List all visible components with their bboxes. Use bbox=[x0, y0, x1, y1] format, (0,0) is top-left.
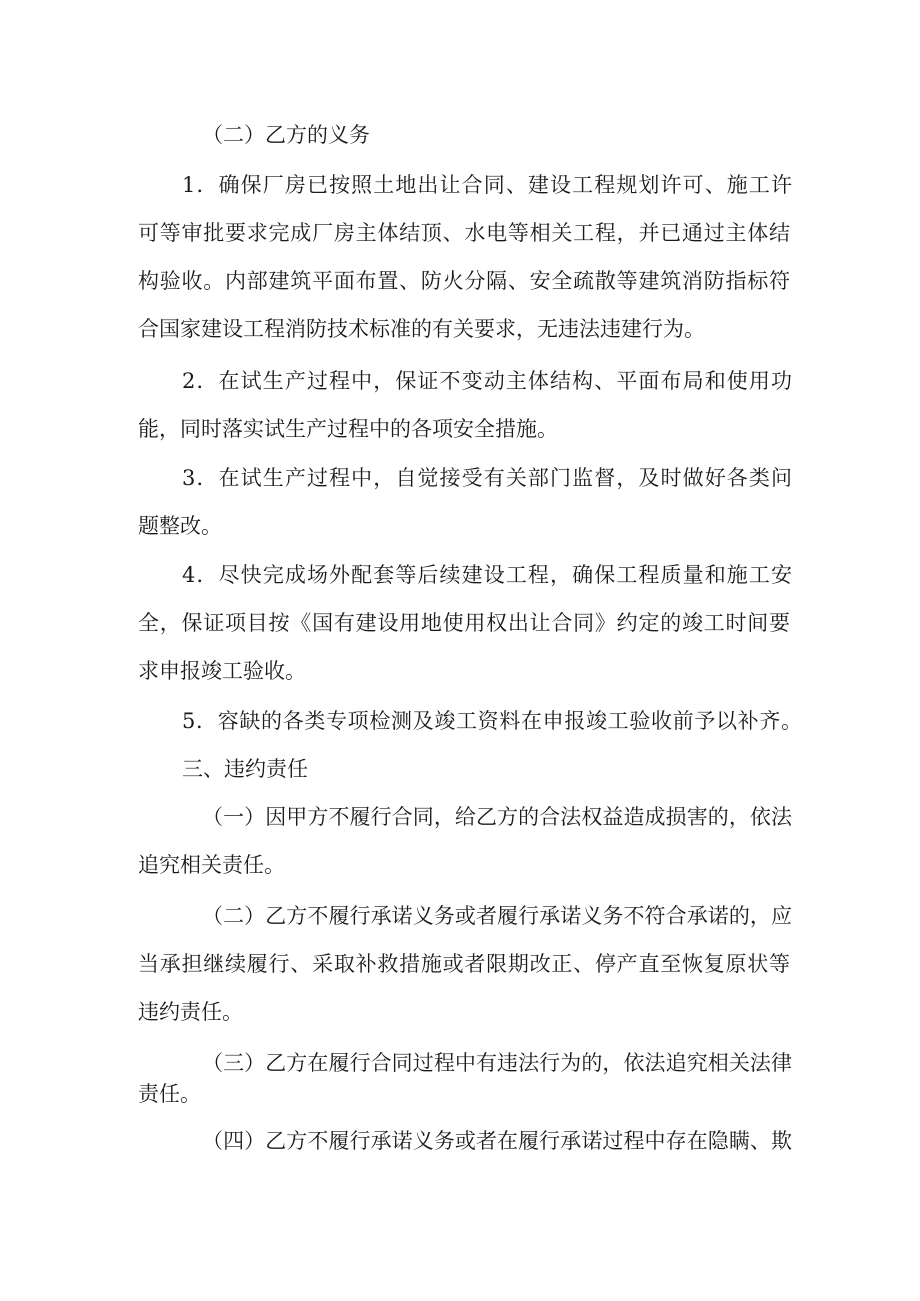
section-heading-party-b-obligations: （二）乙方的义务 bbox=[202, 123, 370, 147]
paragraph-line: 合国家建设工程消防技术标准的有关要求，无违法违建行为。 bbox=[138, 317, 705, 341]
paragraph-line: 求申报竣工验收。 bbox=[138, 659, 306, 683]
paragraph-line: 可等审批要求完成厂房主体结顶、水电等相关工程，并已通过主体结 bbox=[138, 221, 790, 245]
paragraph-line: 全，保证项目按《国有建设用地使用权出让合同》约定的竣工时间要 bbox=[138, 611, 790, 635]
paragraph-line: 能，同时落实试生产过程中的各项安全措施。 bbox=[138, 417, 558, 441]
paragraph-line: 2．在试生产过程中，保证不变动主体结构、平面布局和使用功 bbox=[182, 369, 792, 393]
paragraph-line: （四）乙方不履行承诺义务或者在履行承诺过程中存在隐瞒、欺 bbox=[202, 1129, 792, 1153]
paragraph-line: 构验收。内部建筑平面布置、防火分隔、安全疏散等建筑消防指标符 bbox=[138, 269, 790, 293]
paragraph-line: 3．在试生产过程中，自觉接受有关部门监督，及时做好各类问 bbox=[182, 466, 792, 490]
paragraph-line: 违约责任。 bbox=[138, 1000, 243, 1024]
paragraph-line: （二）乙方不履行承诺义务或者履行承诺义务不符合承诺的，应 bbox=[202, 904, 792, 928]
paragraph-line: （一）因甲方不履行合同，给乙方的合法权益造成损害的，依法 bbox=[202, 805, 792, 829]
paragraph-line: 1．确保厂房已按照土地出让合同、建设工程规划许可、施工许 bbox=[182, 173, 792, 197]
section-heading-liability: 三、违约责任 bbox=[182, 757, 308, 781]
paragraph-line: 责任。 bbox=[138, 1082, 201, 1106]
paragraph-line: 题整改。 bbox=[138, 514, 222, 538]
paragraph-line: 5．容缺的各类专项检测及竣工资料在申报竣工验收前予以补齐。 bbox=[182, 709, 802, 733]
paragraph-line: （三）乙方在履行合同过程中有违法行为的，依法追究相关法律 bbox=[202, 1051, 792, 1075]
paragraph-line: 当承担继续履行、采取补救措施或者限期改正、停产直至恢复原状等 bbox=[138, 952, 790, 976]
paragraph-line: 追究相关责任。 bbox=[138, 853, 285, 877]
paragraph-line: 4．尽快完成场外配套等后续建设工程，确保工程质量和施工安 bbox=[182, 563, 792, 587]
